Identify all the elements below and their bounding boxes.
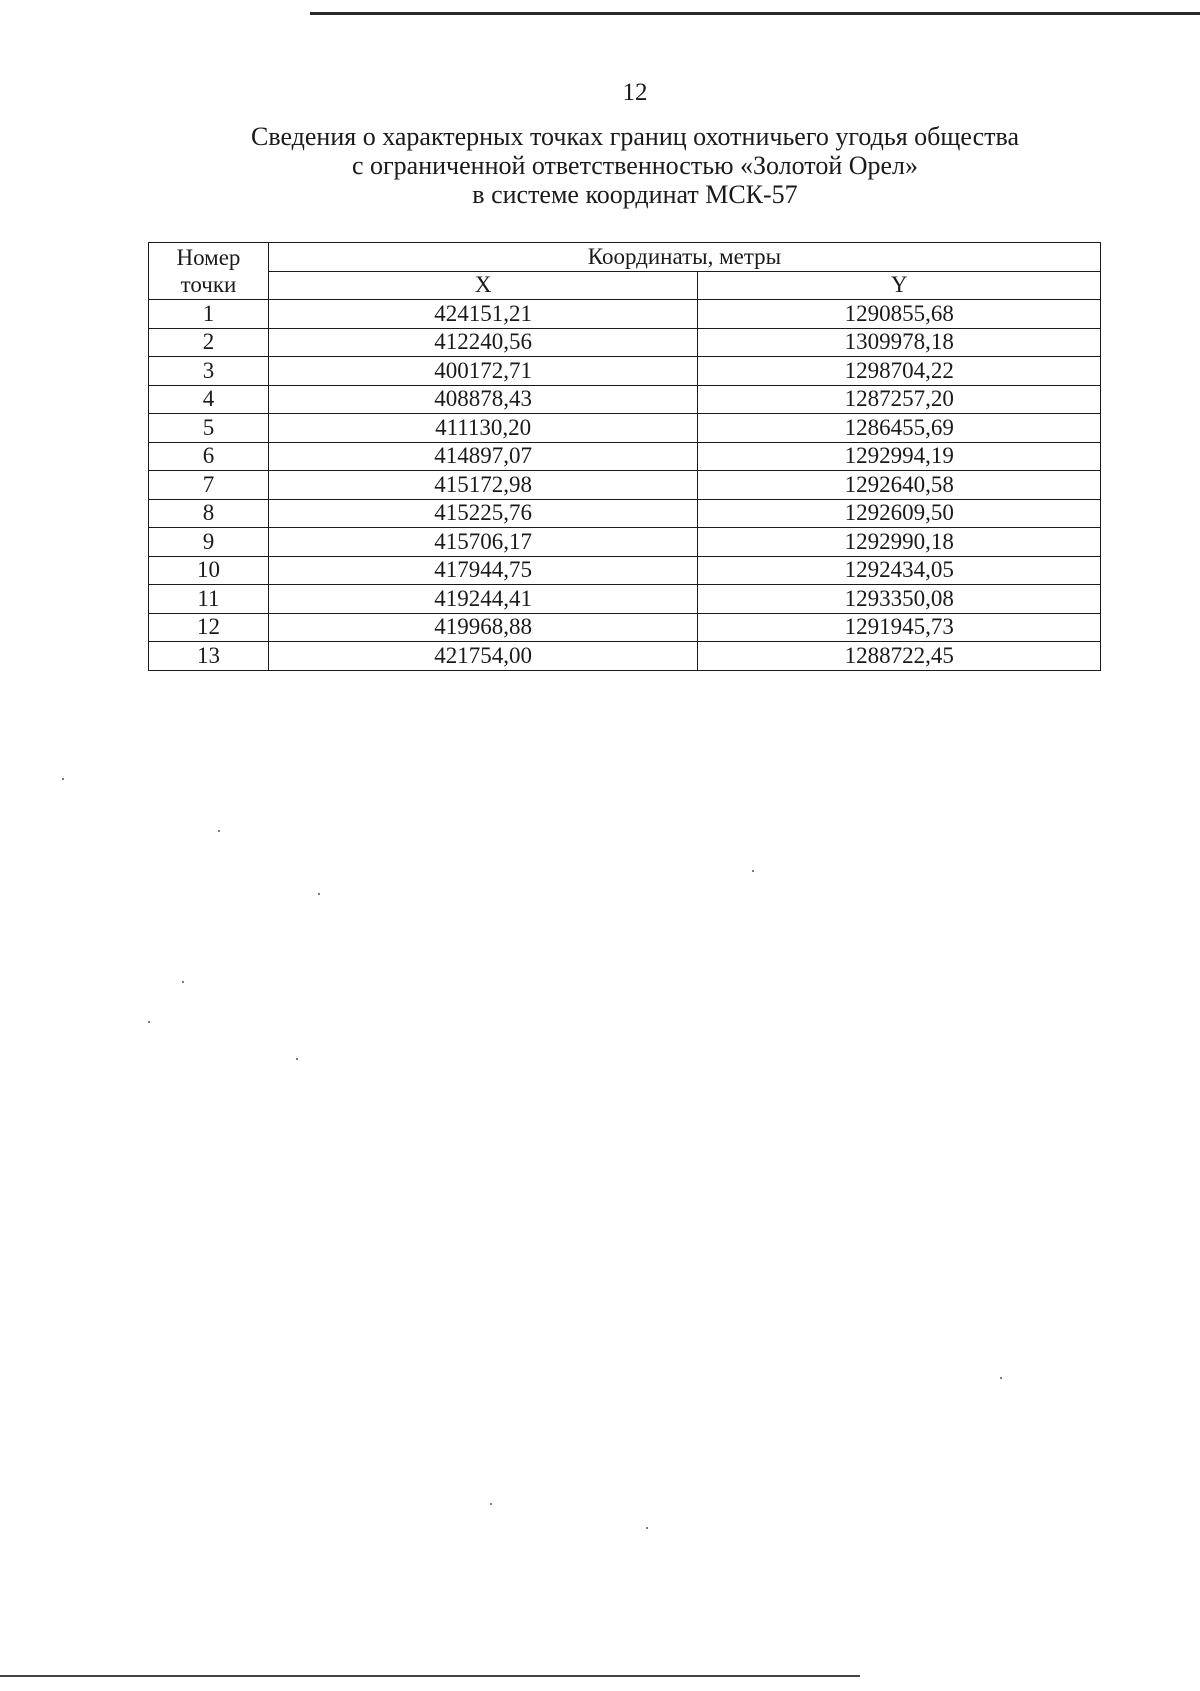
- scan-speck: [218, 830, 220, 832]
- y-coordinate-cell: 1292609,50: [698, 499, 1101, 528]
- y-coordinate-cell: 1288722,45: [698, 642, 1101, 671]
- table-row: [149, 642, 1101, 671]
- y-coordinate-cell: 1290855,68: [698, 300, 1101, 329]
- x-coordinate-cell: 408878,43: [268, 385, 698, 414]
- point-number-header-line-2: точки: [180, 272, 237, 297]
- y-coordinate-cell: 1292640,58: [698, 471, 1101, 500]
- point-number-cell: 6: [149, 442, 269, 471]
- table-row: [149, 442, 1101, 471]
- table-row: [149, 499, 1101, 528]
- heading-line-3: в системе координат МСК-57: [472, 180, 798, 209]
- point-number-cell: 13: [149, 642, 269, 671]
- x-coordinate-cell: 417944,75: [268, 556, 698, 585]
- y-coordinate-cell: 1291945,73: [698, 613, 1101, 642]
- x-coordinate-cell: 400172,71: [268, 357, 698, 386]
- point-number-cell: 5: [149, 414, 269, 443]
- document-heading: [0, 122, 1200, 209]
- table-row: [149, 613, 1101, 642]
- scan-speck: [752, 870, 754, 872]
- point-number-header: [149, 243, 269, 300]
- y-coordinate-cell: 1309978,18: [698, 328, 1101, 357]
- y-coordinate-cell: 1293350,08: [698, 585, 1101, 614]
- y-coordinate-cell: 1292994,19: [698, 442, 1101, 471]
- scan-speck: [296, 1058, 298, 1060]
- x-coordinate-cell: 412240,56: [268, 328, 698, 357]
- x-coordinate-cell: 414897,07: [268, 442, 698, 471]
- y-coordinate-cell: 1292434,05: [698, 556, 1101, 585]
- x-coordinate-cell: 419244,41: [268, 585, 698, 614]
- table-row: [149, 585, 1101, 614]
- y-coordinate-cell: 1292990,18: [698, 528, 1101, 557]
- point-number-cell: 8: [149, 499, 269, 528]
- point-number-cell: 2: [149, 328, 269, 357]
- scan-speck: [182, 981, 184, 983]
- table-row: [149, 385, 1101, 414]
- table-row: [149, 328, 1101, 357]
- table-row: [149, 556, 1101, 585]
- point-number-cell: 11: [149, 585, 269, 614]
- scan-speck: [148, 1021, 150, 1023]
- y-coordinate-cell: 1286455,69: [698, 414, 1101, 443]
- coordinates-table-body: [149, 300, 1101, 671]
- x-coordinate-cell: 411130,20: [268, 414, 698, 443]
- x-coordinate-cell: 415225,76: [268, 499, 698, 528]
- scan-speck: [646, 1527, 648, 1529]
- y-column-header: Y: [698, 271, 1101, 300]
- y-coordinate-cell: 1287257,20: [698, 385, 1101, 414]
- point-number-cell: 3: [149, 357, 269, 386]
- heading-line-2: с ограниченной ответственностью «Золотой Орел»: [351, 151, 919, 180]
- point-number-cell: 9: [149, 528, 269, 557]
- point-number-cell: 1: [149, 300, 269, 329]
- x-coordinate-cell: 415172,98: [268, 471, 698, 500]
- x-column-header: X: [268, 271, 698, 300]
- scan-speck: [62, 778, 64, 780]
- coordinates-header: Координаты, метры: [268, 243, 1100, 272]
- scan-speck: [318, 893, 320, 895]
- scan-edge-line-top: [310, 12, 1200, 15]
- table-row: [149, 414, 1101, 443]
- x-coordinate-cell: 421754,00: [268, 642, 698, 671]
- table-row: [149, 300, 1101, 329]
- page-number: 12: [622, 79, 648, 106]
- point-number-cell: 10: [149, 556, 269, 585]
- point-number-cell: 12: [149, 613, 269, 642]
- x-coordinate-cell: 424151,21: [268, 300, 698, 329]
- scan-speck: [490, 1503, 492, 1505]
- heading-line-1: Сведения о характерных точках границ охотничьего угодья общества: [250, 122, 1019, 151]
- x-coordinate-cell: 419968,88: [268, 613, 698, 642]
- point-number-header-line-1: Номер: [176, 245, 241, 270]
- point-number-cell: 4: [149, 385, 269, 414]
- scan-speck: [1000, 1377, 1002, 1379]
- x-coordinate-cell: 415706,17: [268, 528, 698, 557]
- point-number-cell: 7: [149, 471, 269, 500]
- table-row: [149, 528, 1101, 557]
- coordinates-table: [148, 242, 1101, 671]
- scan-edge-line-bottom: [0, 1675, 860, 1677]
- table-row: [149, 357, 1101, 386]
- table-row: [149, 471, 1101, 500]
- y-coordinate-cell: 1298704,22: [698, 357, 1101, 386]
